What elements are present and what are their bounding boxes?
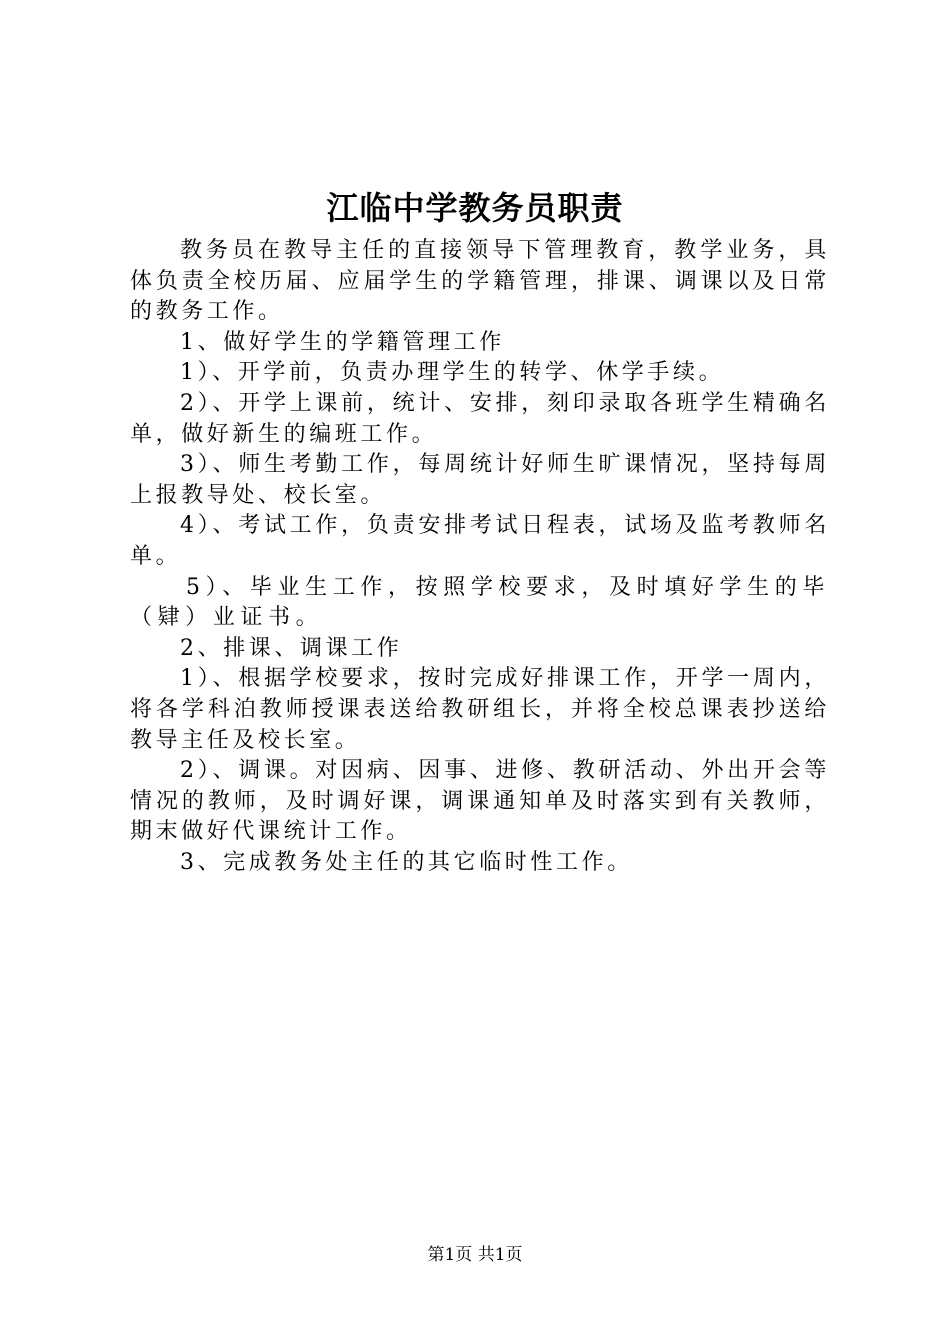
list-item-1-3: 3）、师生考勤工作，每周统计好师生旷课情况，坚持每周上报教导处、校长室。	[130, 452, 830, 508]
page-footer: 第1页 共1页	[427, 1245, 523, 1265]
document-body	[130, 236, 830, 878]
list-item-1-5: 5）、毕业生工作，按照学校要求，及时填好学生的毕（肄）业证书。	[130, 574, 830, 631]
list-item-2-2: 2）、调课。对因病、因事、进修、教研活动、外出开会等情况的教师，及时调好课，调课通知单及时落实到有关教师，期末做好代课统计工作。	[130, 758, 830, 845]
document-title: 江临中学教务员职责	[326, 189, 624, 227]
section-heading-3: 3、完成教务处主任的其它临时性工作。	[180, 849, 633, 875]
paragraph-intro: 教务员在教导主任的直接领导下管理教育，教学业务，具体负责全校历届、应届学生的学籍管理，排课、调课以及日常的教务工作。	[130, 238, 830, 325]
list-item-1-2: 2）、开学上课前，统计、安排，刻印录取各班学生精确名单，做好新生的编班工作。	[130, 390, 830, 447]
list-item-1-1: 1）、开学前，负责办理学生的转学、休学手续。	[180, 360, 725, 386]
list-item-1-4: 4）、考试工作，负责安排考试日程表，试场及监考教师名单。	[130, 513, 830, 569]
section-heading-1: 1、做好学生的学籍管理工作	[180, 329, 505, 355]
list-item-2-1: 1）、根据学校要求，按时完成好排课工作，开学一周内，将各学科泊教师授课表送给教研组长，并将全校总课表抄送给教导主任及校长室。	[130, 666, 830, 753]
section-heading-2: 2、排课、调课工作	[180, 635, 403, 661]
